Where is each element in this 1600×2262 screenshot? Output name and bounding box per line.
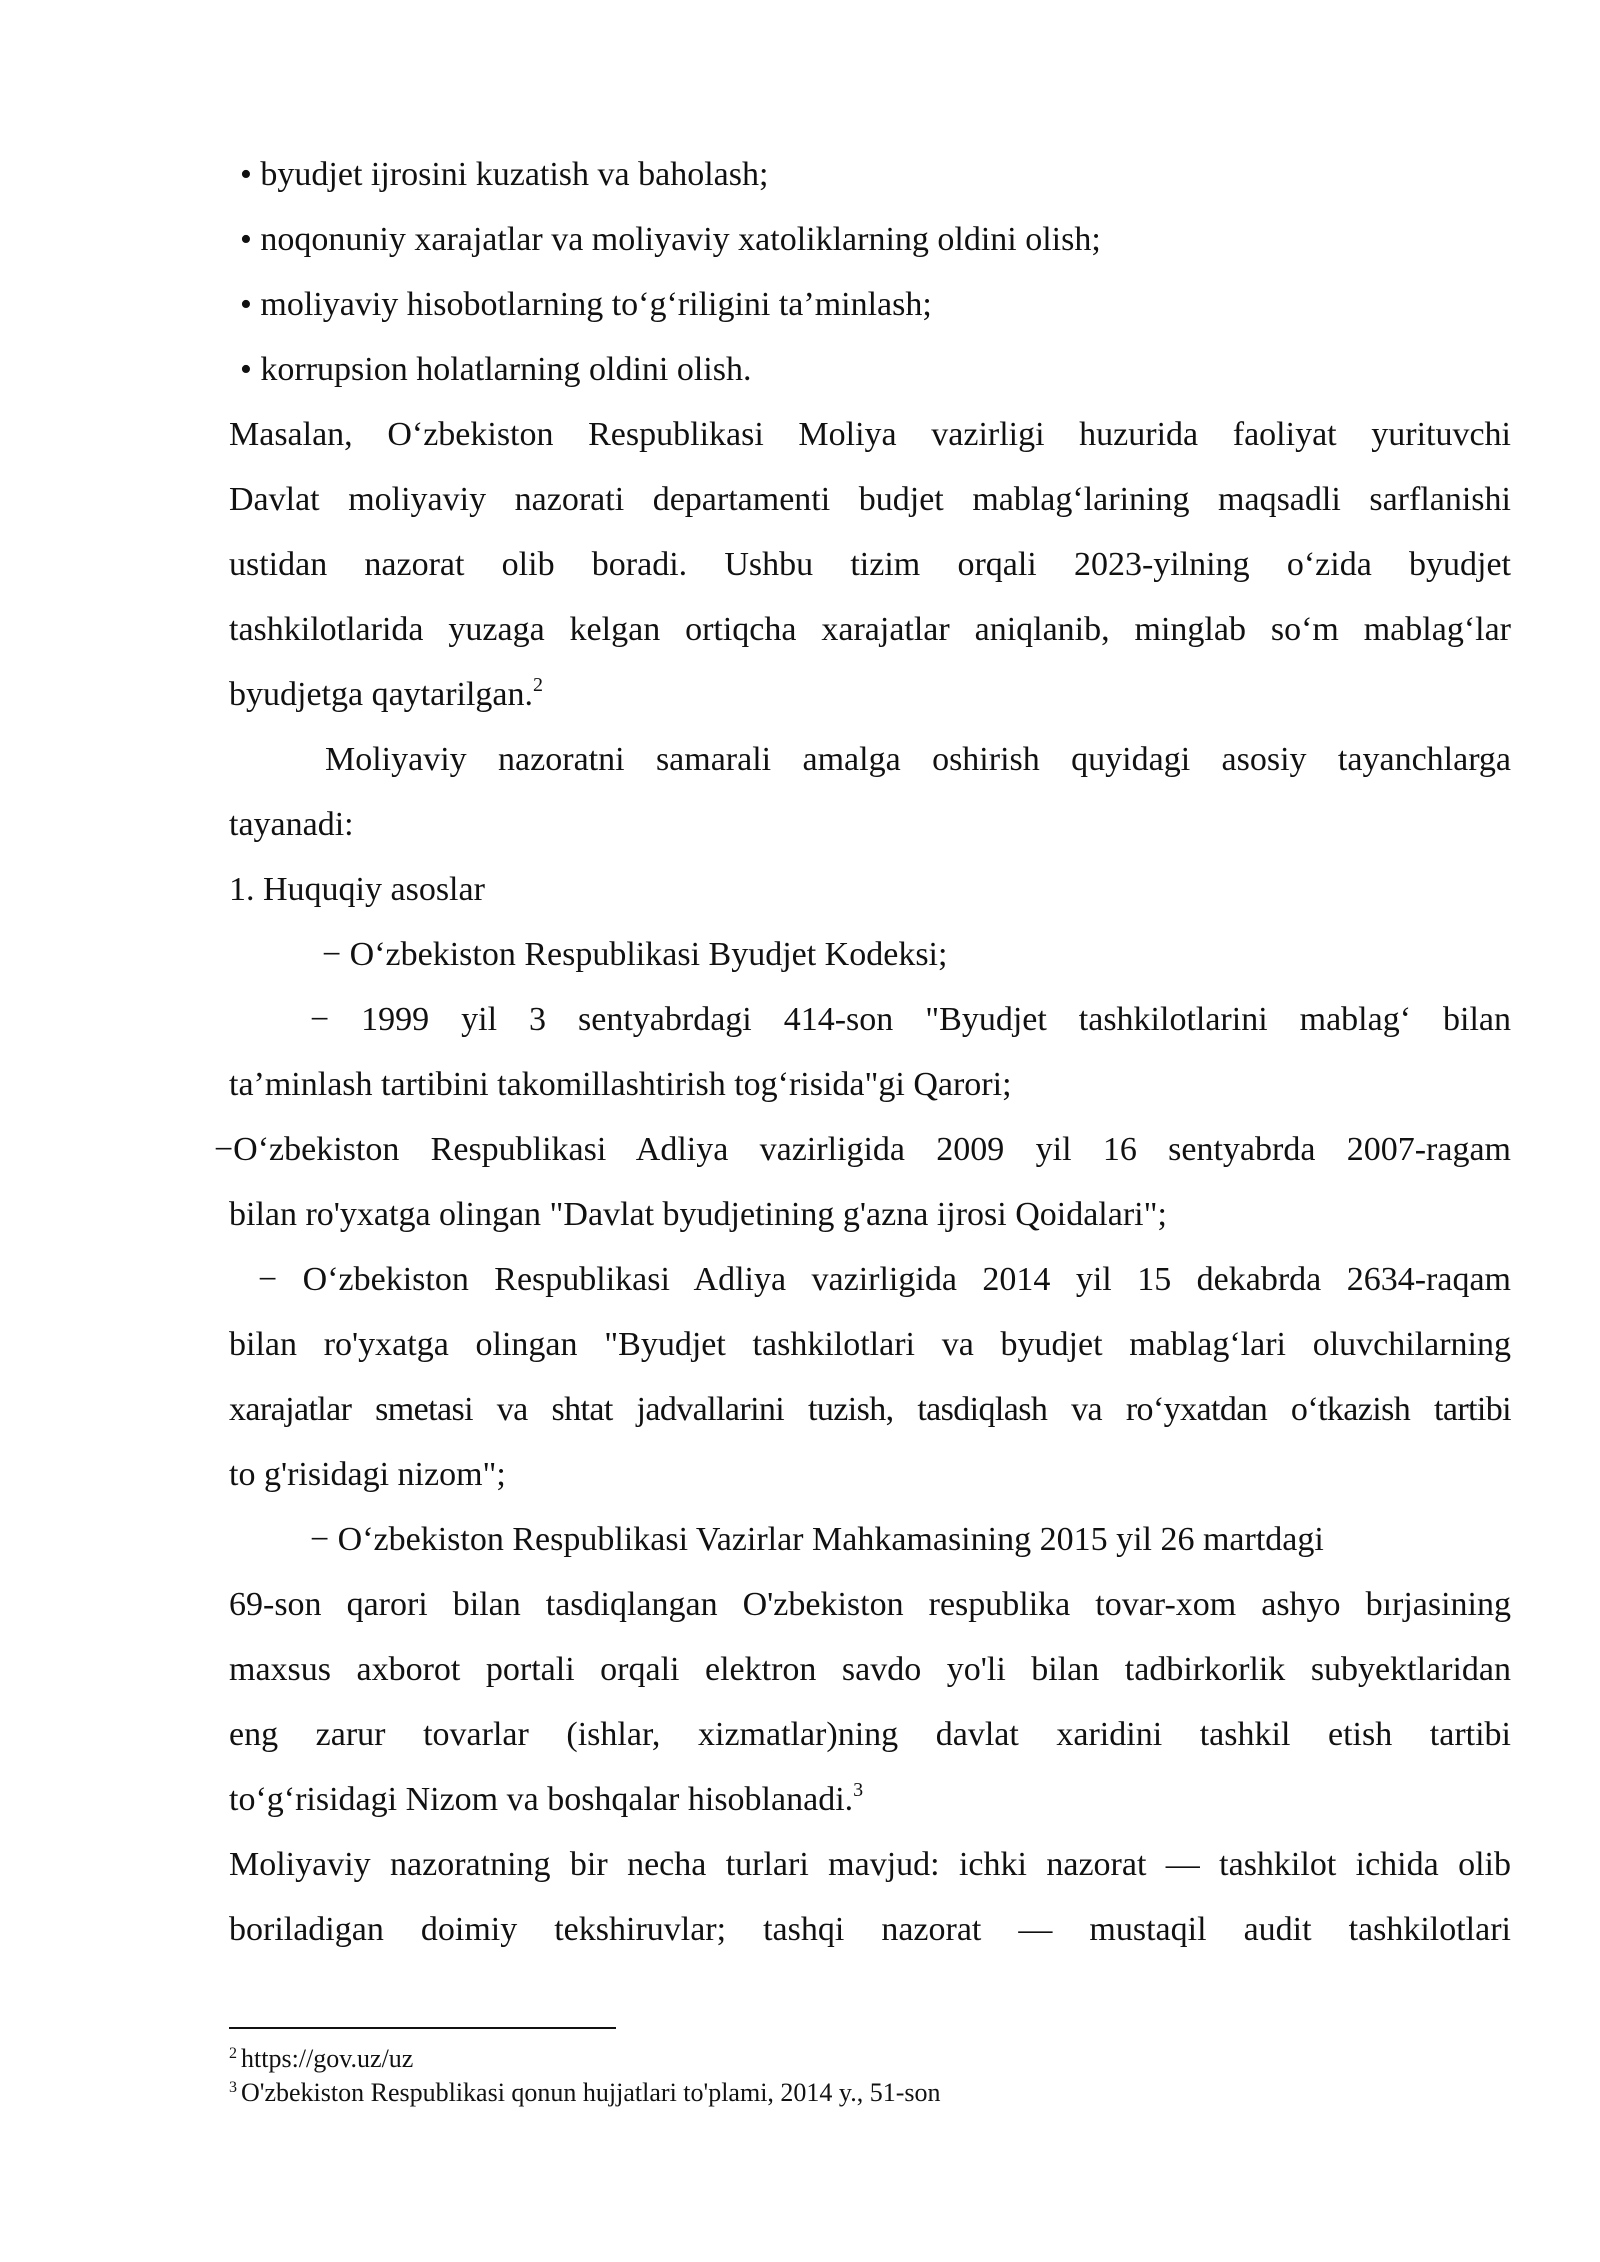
footnote-reference: 2 (533, 674, 544, 696)
section-heading: 1. Huquqiy asoslar (229, 871, 485, 908)
paragraph-line: Davlat moliyaviy nazorati departamenti budjet mablag‘larining maqsadli sarflanishi (229, 481, 1511, 518)
list-item-line: − O‘zbekiston Respublikasi Vazirlar Mahkamasining 2015 yil 26 martdagi (310, 1521, 1324, 1558)
paragraph-line: Masalan, O‘zbekiston Respublikasi Moliya vazirligi huzurida faoliyat yurituvchi (229, 416, 1511, 453)
footnote-link[interactable]: https://gov.uz/uz (241, 2044, 414, 2073)
footnote-number: 3 (229, 2079, 237, 2096)
list-item-line: ta’minlash tartibini takomillashtirish tog‘risida"gi Qarori; (229, 1066, 1012, 1103)
paragraph-line-last: tayanadi: (229, 806, 354, 843)
bullet-item: • noqonuniy xarajatlar va moliyaviy xatoliklarning oldini olish; (240, 221, 1101, 258)
list-item-line-last (229, 1780, 863, 1820)
list-item-line: − 1999 yil 3 sentyabrdagi 414-son "Byudjet tashkilotlarini mablag‘ bilan (310, 1001, 1511, 1038)
paragraph-line: Moliyaviy nazoratni samarali amalga oshirish quyidagi asosiy tayanchlarga (325, 741, 1511, 778)
paragraph-line-last (229, 675, 543, 715)
footnote (229, 2044, 413, 2074)
paragraph-line: ustidan nazorat olib boradi. Ushbu tizim orqali 2023-yilning o‘zida byudjet (229, 546, 1511, 583)
list-item-text: to‘g‘risidagi Nizom va boshqalar hisoblanadi. (229, 1781, 854, 1818)
list-item-line: xarajatlar smetasi va shtat jadvallarini tuzish, tasdiqlash va ro‘yxatdan o‘tkazish tartibi (229, 1391, 1511, 1428)
paragraph-line: boriladigan doimiy tekshiruvlar; tashqi nazorat — mustaqil audit tashkilotlari (229, 1911, 1511, 1948)
list-item-line: to g'risidagi nizom"; (229, 1456, 506, 1493)
footnote-separator (229, 2027, 616, 2029)
list-item-line: bilan ro'yxatga olingan "Davlat byudjetining g'azna ijrosi Qoidalari"; (229, 1196, 1167, 1233)
list-item-line: 69-son qarori bilan tasdiqlangan O'zbekiston respublika tovar-xom ashyo bırjasining (229, 1586, 1511, 1623)
paragraph-line: Moliyaviy nazoratning bir necha turlari mavjud: ichki nazorat — tashkilot ichida olib (229, 1846, 1511, 1883)
footnote-reference: 3 (853, 1779, 864, 1801)
list-item-line: − O‘zbekiston Respublikasi Adliya vazirligida 2014 yil 15 dekabrda 2634-raqam (258, 1261, 1511, 1298)
list-item-line: bilan ro'yxatga olingan "Byudjet tashkilotlari va byudjet mablag‘lari oluvchilarning (229, 1326, 1511, 1363)
bullet-item: • moliyaviy hisobotlarning to‘g‘riligini ta’minlash; (240, 286, 932, 323)
bullet-item: • korrupsion holatlarning oldini olish. (240, 351, 752, 388)
list-item-line: eng zarur tovarlar (ishlar, xizmatlar)ning davlat xaridini tashkil etish tartibi (229, 1716, 1511, 1753)
paragraph-text: byudjetga qaytarilgan. (229, 676, 534, 713)
footnote-text: O'zbekiston Respublikasi qonun hujjatlari to'plami, 2014 y., 51-son (241, 2078, 941, 2107)
paragraph-line: tashkilotlarida yuzaga kelgan ortiqcha xarajatlar aniqlanib, minglab so‘m mablag‘lar (229, 611, 1511, 648)
list-item-line: −O‘zbekiston Respublikasi Adliya vazirligida 2009 yil 16 sentyabrda 2007-ragam (214, 1131, 1511, 1168)
bullet-item: • byudjet ijrosini kuzatish va baholash; (240, 156, 769, 193)
footnote-number: 2 (229, 2045, 237, 2062)
footnote (229, 2078, 941, 2108)
list-item: − O‘zbekiston Respublikasi Byudjet Kodeksi; (322, 936, 948, 973)
list-item-line: maxsus axborot portali orqali elektron savdo yo'li bilan tadbirkorlik subyektlaridan (229, 1651, 1511, 1688)
